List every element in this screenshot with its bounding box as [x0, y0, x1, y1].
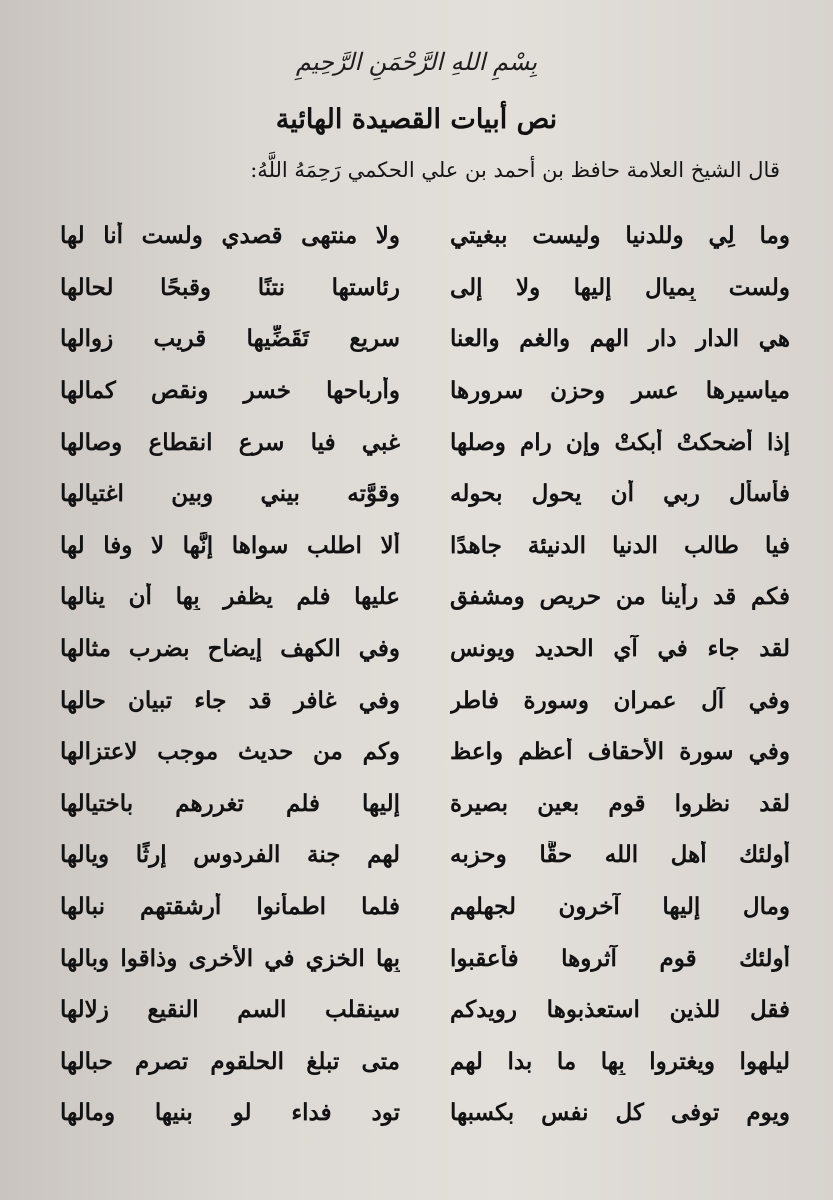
verse-row [60, 1087, 790, 1139]
second-hemistich: متى تبلغ الحلقوم تصرم حبالها [60, 1047, 400, 1075]
second-hemistich: رئاستها نتنًا وقبحًا لحالها [60, 273, 400, 301]
first-hemistich: لقد جاء في آي الحديد ويونس [450, 635, 790, 663]
first-hemistich: ليلهوا ويغتروا بِها ما بدا لهم [450, 1047, 790, 1075]
first-hemistich: ومال إليها آخرون لجهلهم [450, 893, 790, 921]
verse-row [60, 520, 790, 572]
first-hemistich: فأسأل ربي أن يحول بحوله [450, 480, 790, 508]
verse-row [60, 674, 790, 726]
verse-row [60, 881, 790, 933]
verse-row [60, 416, 790, 468]
first-hemistich: هي الدار دار الهم والغم والعنا [450, 325, 790, 353]
verse-row [60, 984, 790, 1036]
second-hemistich: إليها فلم تغررهم باختيالها [60, 789, 400, 817]
poem-title: نص أبيات القصيدة الهائية [275, 104, 558, 135]
verse-row [60, 468, 790, 520]
first-hemistich: فيا طالب الدنيا الدنيئة جاهدًا [450, 531, 790, 559]
first-hemistich: أولئك قوم آثروها فأعقبوا [450, 944, 790, 972]
second-hemistich: وقوَّته بيني وبين اغتيالها [60, 480, 400, 508]
first-hemistich: فقل للذين استعذبوها رويدكم [450, 996, 790, 1024]
second-hemistich: فلما اطمأنوا أرشقتهم نبالها [60, 893, 400, 921]
second-hemistich: وأرباحها خسر ونقص كمالها [60, 377, 400, 405]
second-hemistich: غبي فيا سرع انقطاع وصالها [60, 428, 400, 456]
basmala-heading: بِسْمِ اللهِ الرَّحْمَنِ الرَّحِيمِ [295, 48, 538, 76]
first-hemistich: وما لِي وللدنيا وليست ببغيتي [450, 222, 790, 250]
first-hemistich: وفي آل عمران وسورة فاطر [450, 686, 790, 714]
first-hemistich: لقد نظروا قوم بعين بصيرة [450, 789, 790, 817]
first-hemistich: إذا أضحكتْ أبكتْ وإن رام وصلها [450, 428, 790, 456]
poem-attribution: قال الشيخ العلامة حافظ بن أحمد بن علي الحكمي رَحِمَهُ اللَّهُ: [250, 158, 780, 182]
first-hemistich: ويوم توفى كل نفس بكسبها [450, 1099, 790, 1127]
first-hemistich: مياسيرها عسر وحزن سرورها [450, 377, 790, 405]
verse-row [60, 623, 790, 675]
verse-row [60, 1036, 790, 1088]
verse-row [60, 313, 790, 365]
first-hemistich: فكم قد رأينا من حريص ومشفق [450, 583, 790, 611]
second-hemistich: سينقلب السم النقيع زلالها [60, 996, 400, 1024]
second-hemistich: ولا منتهى قصدي ولست أنا لها [60, 222, 400, 250]
second-hemistich: بِها الخزي في الأخرى وذاقوا وبالها [60, 944, 400, 972]
first-hemistich: وفي سورة الأحقاف أعظم واعظ [450, 738, 790, 766]
verse-row [60, 571, 790, 623]
verse-row [60, 365, 790, 417]
second-hemistich: ألا اطلب سواها إنَّها لا وفا لها [60, 531, 400, 559]
second-hemistich: وكم من حديث موجب لاعتزالها [60, 738, 400, 766]
first-hemistich: أولئك أهل الله حقًّا وحزبه [450, 841, 790, 869]
second-hemistich: عليها فلم يظفر بِها أن ينالها [60, 583, 400, 611]
verse-row [60, 932, 790, 984]
second-hemistich: لهم جنة الفردوس إرثًا ويالها [60, 841, 400, 869]
first-hemistich: ولست بِميال إليها ولا إلى [450, 273, 790, 301]
poem-verses [60, 210, 790, 1139]
verse-row [60, 210, 790, 262]
second-hemistich: وفي غافر قد جاء تبيان حالها [60, 686, 400, 714]
second-hemistich: تود فداء لو بنيها ومالها [60, 1099, 400, 1127]
second-hemistich: سريع تَقَضِّيها قريب زوالها [60, 325, 400, 353]
verse-row [60, 726, 790, 778]
verse-row [60, 778, 790, 830]
second-hemistich: وفي الكهف إيضاح بضرب مثالها [60, 635, 400, 663]
verse-row [60, 262, 790, 314]
verse-row [60, 829, 790, 881]
